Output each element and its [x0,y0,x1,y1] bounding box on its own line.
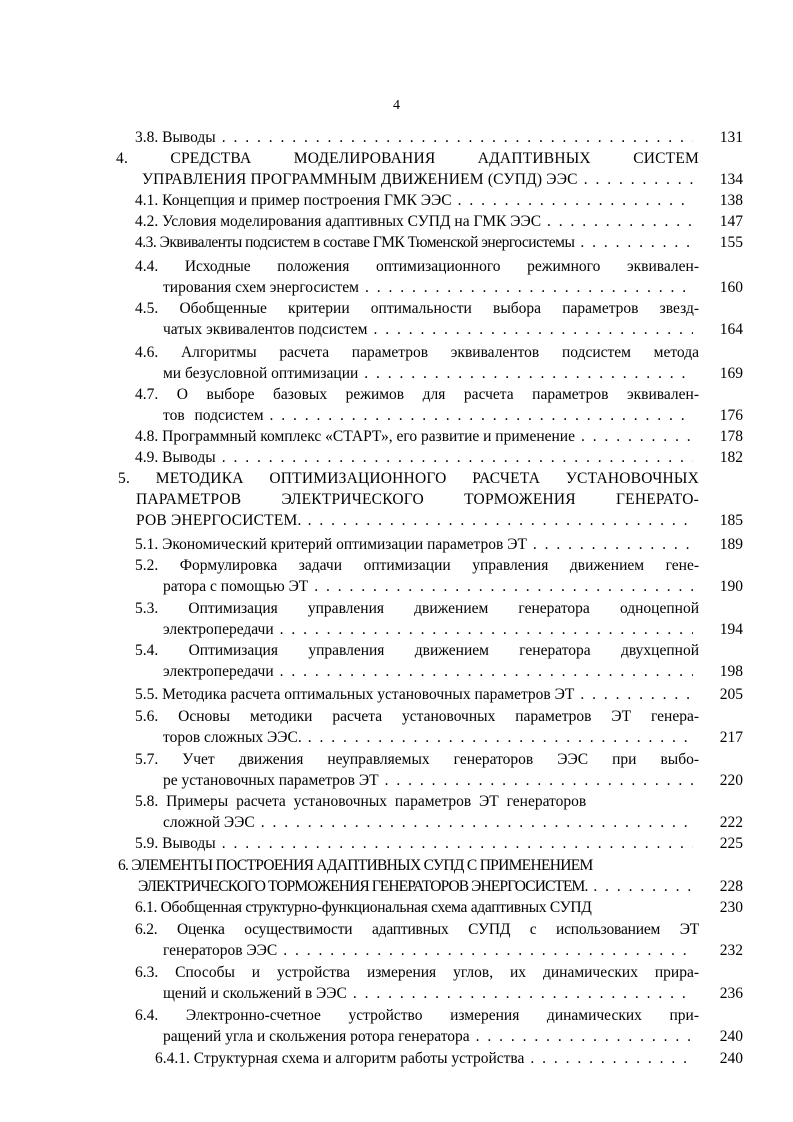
toc-entry-4-1: 4.1. Концепция и пример построения ГМК ЭЭС . . . 138 [135,190,743,211]
page-ref: 222 [719,814,743,831]
page-ref: 189 [719,536,743,553]
toc-entry-4-5: 4.5. Обобщенные критерии оптимальности выбора параметров звезд- чатых эквивалентов подсистем . . . 164 [135,298,743,340]
page-ref: 205 [719,686,743,703]
page-ref: 220 [719,772,743,789]
page-ref: 240 [719,1050,743,1067]
toc-entry-4-7: 4.7. О выборе базовых режимов для расчета параметров эквивален- тов подсистем . . . 176 [135,384,743,426]
page-ref: 185 [719,512,743,529]
page-ref: 164 [719,321,743,338]
page-ref: 194 [719,621,743,638]
toc-entry-4-2: 4.2. Условия моделирования адаптивных СУПД на ГМК ЭЭС . . . 147 [135,211,743,232]
page-ref: 138 [719,192,743,209]
toc-entry-6-3: 6.3. Способы и устройства измерения углов, их динамических прира- щений и скольжений в ЭЭС . . . 236 [135,962,743,1004]
toc-entry-4-4: 4.4. Исходные положения оптимизационного режимного эквивален- тирования схем энергосистем . . . 160 [135,256,743,298]
page-ref: 236 [719,985,743,1002]
page-ref: 169 [719,365,743,382]
toc-entry-4: 4. СРЕДСТВА МОДЕЛИРОВАНИЯ АДАПТИВНЫХ СИСТЕМ УПРАВЛЕНИЯ ПРОГРАММНЫМ ДВИЖЕНИЕМ (СУПД) ЭЭС . . . 134 [116,148,743,190]
page-ref: 225 [719,835,743,852]
toc-entry-6-4-1: 6.4.1. Структурная схема и алгоритм работы устройства . . . 240 [155,1048,743,1069]
page-ref: 147 [719,213,743,230]
page-ref: 198 [719,663,743,680]
toc-entry-4-9: 4.9. Выводы . . . 182 [135,447,743,468]
page-ref: 155 [719,234,743,251]
page-ref: 217 [719,729,743,746]
page-ref: 134 [719,171,743,188]
toc-entry-3-8: 3.8. Выводы . . . 131 [135,127,743,148]
toc-entry-4-8: 4.8. Программный комплекс «СТАРТ», его развитие и применение . . . 178 [135,426,743,447]
toc-entry-5-4: 5.4. Оптимизация управления движением генератора двухцепной электропередачи . . . 198 [135,640,743,682]
page-ref: 190 [719,578,743,595]
toc-entry-5-6: 5.6. Основы методики расчета установочных параметров ЭТ генера- торов сложных ЭЭС. . . . 217 [135,706,743,748]
toc-entry-5-5: 5.5. Методика расчета оптимальных установочных параметров ЭТ . . . 205 [135,684,743,705]
page-ref: 228 [719,878,743,895]
page-ref: 232 [719,942,743,959]
page-ref: 230 [719,899,743,916]
page-ref: 182 [719,449,743,466]
page-ref: 240 [719,1028,743,1045]
toc-entry-5: 5. МЕТОДИКА ОПТИМИЗАЦИОННОГО РАСЧЕТА УСТАНОВОЧНЫХ ПАРАМЕТРОВ ЭЛЕКТРИЧЕСКОГО ТОРМОЖЕНИЯ ГЕНЕРАТО- РОВ ЭНЕРГОСИСТЕМ. . . . 185 [118,468,743,531]
toc-entry-6-1: 6.1. Обобщенная структурно-функциональная схема адаптивных СУПД 230 [135,899,743,916]
page-ref: 178 [719,428,743,445]
toc-entry-5-7: 5.7. Учет движения неуправляемых генераторов ЭЭС при выбо- ре установочных параметров ЭТ . . . 220 [135,749,743,791]
toc-entry-5-1: 5.1. Экономический критерий оптимизации параметров ЭТ . . . 189 [135,534,743,555]
page-number: 4 [393,98,400,113]
toc-entry-5-2: 5.2. Формулировка задачи оптимизации управления движением гене- ратора с помощью ЭТ . . . 190 [135,555,743,597]
toc-entry-6: 6. ЭЛЕМЕНТЫ ПОСТРОЕНИЯ АДАПТИВНЫХ СУПД С ПРИМЕНЕНИЕМ ЭЛЕКТРИЧЕСКОГО ТОРМОЖЕНИЯ ГЕНЕРАТОРОВ ЭНЕРГОСИСТЕМ. . . . 228 [118,855,743,897]
toc-entry-5-3: 5.3. Оптимизация управления движением генератора одноцепной электропередачи . . . 194 [135,598,743,640]
toc-entry-6-2: 6.2. Оценка осуществимости адаптивных СУПД с использованием ЭТ генераторов ЭЭС . . . 232 [135,919,743,961]
toc-entry-5-9: 5.9. Выводы . . . 225 [135,833,743,854]
page-ref: 131 [719,129,743,146]
toc-entry-5-8: 5.8. Примеры расчета установочных параметров ЭТ генераторов сложной ЭЭС . . . 222 [135,791,743,833]
toc-entry-4-3: 4.3. Эквиваленты подсистем в составе ГМК Тюменской энергосистемы . . . 155 [135,232,743,253]
toc-entry-6-4: 6.4. Электронно-счетное устройство измерения динамических при- ращений угла и скольжения ротора генератора . . . 240 [135,1005,743,1047]
page-ref: 176 [719,407,743,424]
toc-entry-4-6: 4.6. Алгоритмы расчета параметров эквивалентов подсистем метода ми безусловной оптимизации . . . 169 [135,342,743,384]
page-ref: 160 [719,279,743,296]
